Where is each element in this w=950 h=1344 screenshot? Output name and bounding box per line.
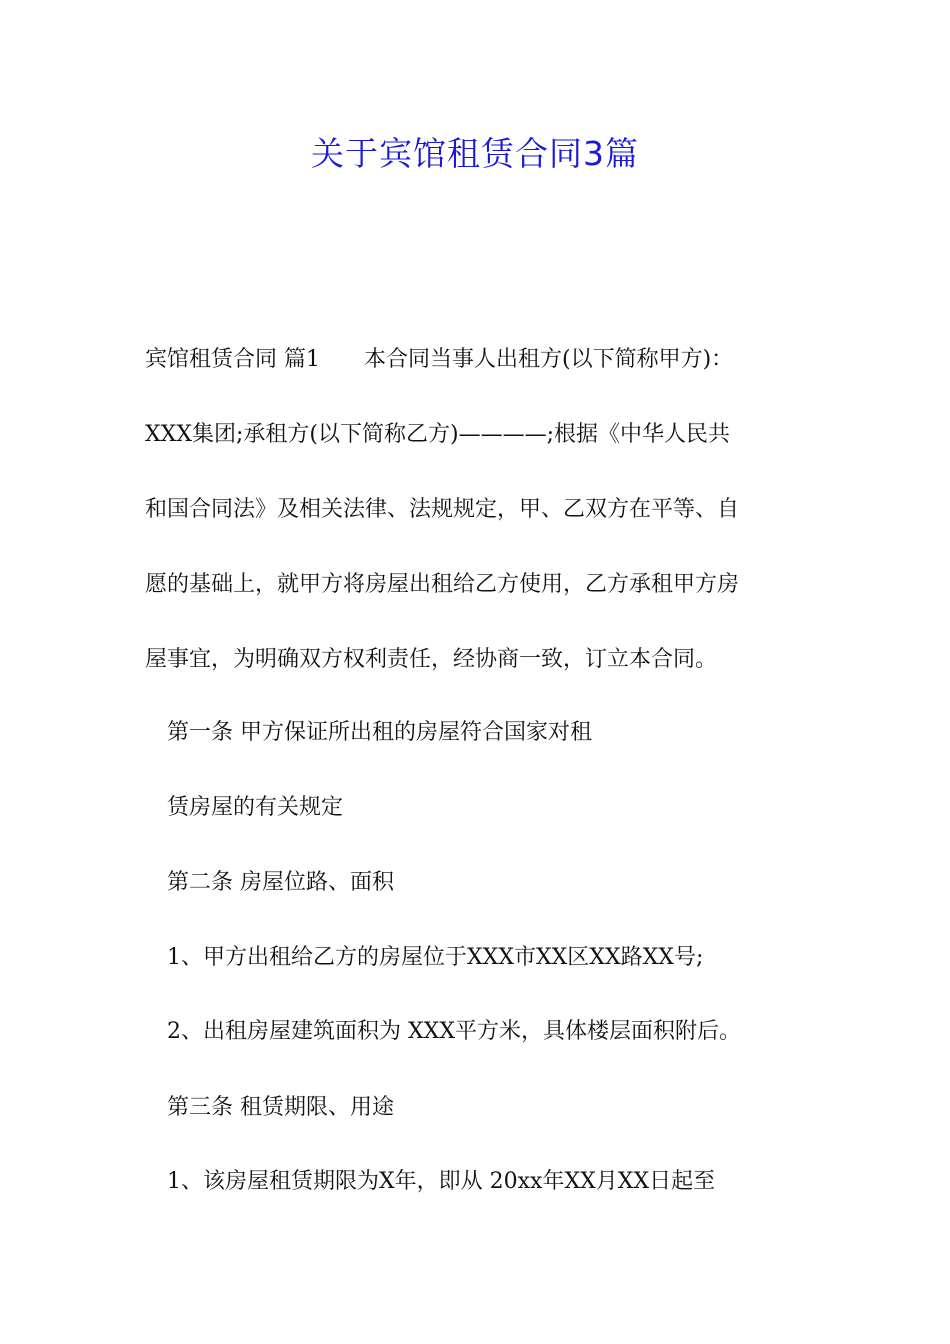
body-line: 屋事宜，为明确双方权利责任，经协商一致，订立本合同。 xyxy=(145,647,718,672)
body-line: XXX集团;承租方(以下简称乙方)————;根据《中华人民共 xyxy=(145,422,730,447)
article-heading: 第三条 租赁期限、用途 xyxy=(145,1095,394,1120)
article-line: 赁房屋的有关规定 xyxy=(145,795,344,820)
article-item: 1、该房屋租赁期限为X年，即从 20xx年XX月XX日起至 xyxy=(145,1169,716,1194)
body-line: 和国合同法》及相关法律、法规规定，甲、乙双方在平等、自 xyxy=(145,497,740,522)
body-line: 宾馆租赁合同 篇1 本合同当事人出租方(以下简称甲方)： xyxy=(145,347,734,372)
document-title: 关于宾馆租赁合同3篇 xyxy=(311,134,639,173)
article-heading: 第二条 房屋位路、面积 xyxy=(145,870,394,895)
article-item: 2、出租房屋建筑面积为 XXX平方米，具体楼层面积附后。 xyxy=(145,1019,741,1044)
article-item: 1、甲方出租给乙方的房屋位于XXX市XX区XX路XX号; xyxy=(145,945,704,970)
body-line: 愿的基础上，就甲方将房屋出租给乙方使用，乙方承租甲方房 xyxy=(145,572,740,597)
article-line: 第一条 甲方保证所出租的房屋符合国家对租 xyxy=(145,720,592,745)
